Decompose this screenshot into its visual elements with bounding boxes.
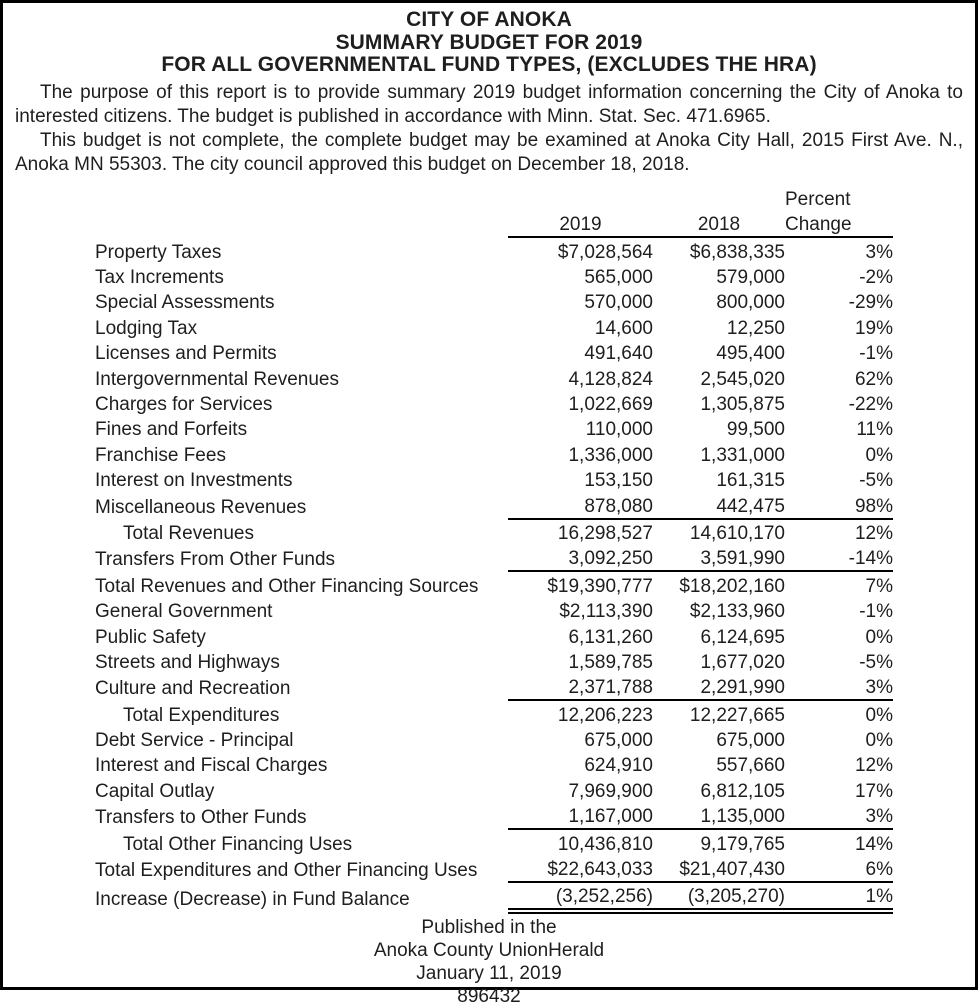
row-label: Lodging Tax xyxy=(95,317,198,339)
value-2019: 624,910 xyxy=(584,755,653,777)
value-percent-change: 6% xyxy=(785,856,893,882)
row-label: Transfers From Other Funds xyxy=(95,549,336,571)
budget-table-header xyxy=(95,186,893,238)
value-2019: 4,128,824 xyxy=(568,368,653,390)
table-row xyxy=(95,752,893,777)
row-label: Interest and Fiscal Charges xyxy=(95,755,328,777)
page-title xyxy=(15,9,963,77)
table-row xyxy=(95,237,893,263)
footer-line-notice-number: 896432 xyxy=(457,986,521,1008)
value-2019: 10,436,810 xyxy=(557,833,653,855)
value-2019: 1,022,669 xyxy=(568,394,653,416)
value-percent-change: 98% xyxy=(785,492,893,518)
row-label: Miscellaneous Revenues xyxy=(95,496,307,518)
row-label: Total Revenues and Other Financing Sources xyxy=(95,575,479,597)
value-percent-change: 1% xyxy=(785,882,893,911)
value-2018: 9,179,765 xyxy=(700,833,785,855)
value-percent-change: 0% xyxy=(865,730,893,752)
table-row xyxy=(95,441,893,466)
publication-footer xyxy=(15,916,963,1008)
value-percent-change: 17% xyxy=(854,780,893,802)
value-percent-change: 62% xyxy=(854,368,893,390)
row-label: Streets and Highways xyxy=(95,651,280,673)
table-row xyxy=(95,777,893,802)
value-2018: 14,610,170 xyxy=(689,522,785,544)
value-2019: $7,028,564 xyxy=(557,241,653,263)
table-row xyxy=(95,649,893,674)
value-2018: 12,227,665 xyxy=(689,704,785,726)
table-row xyxy=(95,264,893,289)
table-row xyxy=(95,700,893,726)
value-percent-change: -29% xyxy=(848,292,893,314)
value-2018: 3,591,990 xyxy=(653,545,785,571)
value-2019: 565,000 xyxy=(584,267,653,289)
value-2019: 675,000 xyxy=(584,730,653,752)
row-label: Public Safety xyxy=(95,626,206,648)
title-line-summary: SUMMARY BUDGET FOR 2019 xyxy=(335,30,643,54)
row-label: Increase (Decrease) in Fund Balance xyxy=(95,889,410,911)
value-2019: 1,336,000 xyxy=(568,444,653,466)
row-label: Special Assessments xyxy=(95,292,275,314)
value-2019: 6,131,260 xyxy=(568,626,653,648)
value-2018: $2,133,960 xyxy=(689,601,785,623)
value-2018: $18,202,160 xyxy=(679,575,785,597)
table-row xyxy=(95,882,893,911)
table-row xyxy=(95,829,893,855)
row-label: General Government xyxy=(95,601,273,623)
table-row xyxy=(95,571,893,597)
value-2018: 2,291,990 xyxy=(653,674,785,700)
table-row xyxy=(95,545,893,571)
table-row xyxy=(95,391,893,416)
value-2019: (3,252,256) xyxy=(508,882,653,911)
row-label: Debt Service - Principal xyxy=(95,730,294,752)
value-percent-change: -5% xyxy=(859,470,893,492)
intro-text xyxy=(15,81,963,177)
value-percent-change: 19% xyxy=(854,317,893,339)
value-2018: $21,407,430 xyxy=(653,856,785,882)
value-2018: 1,135,000 xyxy=(653,803,785,829)
row-label: Transfers to Other Funds xyxy=(95,807,307,829)
value-percent-change: 12% xyxy=(854,755,893,777)
value-2018: 442,475 xyxy=(653,492,785,518)
value-percent-change: 3% xyxy=(785,674,893,700)
table-row xyxy=(95,856,893,882)
value-2018: 161,315 xyxy=(716,470,785,492)
column-header-2019: 2019 xyxy=(508,211,653,237)
table-row xyxy=(95,623,893,648)
table-row xyxy=(95,416,893,441)
value-2019: $2,113,390 xyxy=(559,601,653,623)
budget-table-body xyxy=(95,237,893,911)
value-2019: 12,206,223 xyxy=(557,704,653,726)
footer-line-date: January 11, 2019 xyxy=(416,963,562,985)
table-row xyxy=(95,314,893,339)
value-percent-change: 0% xyxy=(865,444,893,466)
value-2019: 2,371,788 xyxy=(508,674,653,700)
value-2019: 110,000 xyxy=(585,419,653,441)
value-percent-change: 14% xyxy=(854,833,893,855)
value-2018: 579,000 xyxy=(716,267,785,289)
row-label: Culture and Recreation xyxy=(95,678,291,700)
row-label: Licenses and Permits xyxy=(95,343,277,365)
value-2019: 14,600 xyxy=(594,317,653,339)
title-line-city: CITY OF ANOKA xyxy=(406,8,572,31)
percent-header-line1: Percent xyxy=(785,188,851,210)
table-header-row-percent xyxy=(95,186,893,211)
value-2019: 1,589,785 xyxy=(568,651,653,673)
row-label: Interest on Investments xyxy=(95,470,293,492)
value-2018: $6,838,335 xyxy=(689,241,785,263)
value-2019: $19,390,777 xyxy=(547,575,653,597)
table-row xyxy=(95,727,893,752)
table-row xyxy=(95,674,893,700)
value-2018: 2,545,020 xyxy=(700,368,785,390)
table-header-row-years xyxy=(95,211,893,237)
value-2018: 12,250 xyxy=(726,317,785,339)
value-2018: 557,660 xyxy=(716,755,785,777)
row-label: Fines and Forfeits xyxy=(95,419,248,441)
percent-header-line2: Change xyxy=(785,211,893,237)
intro-paragraph-availability: This budget is not complete, the complete budget may be examined at Anoka City Hall, 2015 First Ave. N., Anoka MN 55303. The city council approved this budget on December 18, 2018. xyxy=(15,129,963,175)
value-percent-change: 3% xyxy=(785,803,893,829)
value-2019: 1,167,000 xyxy=(508,803,653,829)
value-percent-change: 3% xyxy=(865,241,893,263)
value-2018: 6,812,105 xyxy=(700,780,785,802)
value-percent-change: -22% xyxy=(848,394,893,416)
value-2019: 153,150 xyxy=(584,470,653,492)
value-2019: 3,092,250 xyxy=(508,545,653,571)
row-label: Franchise Fees xyxy=(95,444,226,466)
value-2019: 491,640 xyxy=(584,343,653,365)
value-2019: 7,969,900 xyxy=(568,780,653,802)
row-label: Total Other Financing Uses xyxy=(123,833,353,855)
value-2019: $22,643,033 xyxy=(508,856,653,882)
value-2019: 878,080 xyxy=(508,492,653,518)
value-2018: 495,400 xyxy=(716,343,785,365)
table-row xyxy=(95,803,893,829)
value-2018: 6,124,695 xyxy=(700,626,785,648)
row-label: Total Revenues xyxy=(123,522,254,544)
row-label: Total Expenditures and Other Financing Uses xyxy=(95,860,478,882)
column-header-2018: 2018 xyxy=(653,211,785,237)
value-2019: 570,000 xyxy=(584,292,653,314)
value-2018: 1,305,875 xyxy=(700,394,785,416)
budget-table xyxy=(95,186,893,915)
value-percent-change: 0% xyxy=(865,704,893,726)
row-label: Charges for Services xyxy=(95,394,273,416)
table-row xyxy=(95,519,893,545)
table-row xyxy=(95,289,893,314)
intro-paragraph-purpose: The purpose of this report is to provide summary 2019 budget information concerning the City of Anoka to interested citizens. The budget is published in accordance with Minn. Stat. Sec. 471.6965. xyxy=(15,81,963,127)
value-percent-change: 11% xyxy=(856,419,893,441)
value-percent-change: 7% xyxy=(865,575,893,597)
value-percent-change: -1% xyxy=(859,343,893,365)
row-label: Total Expenditures xyxy=(123,704,280,726)
title-line-fund-types: FOR ALL GOVERNMENTAL FUND TYPES, (EXCLUDES THE HRA) xyxy=(161,53,817,76)
value-percent-change: -1% xyxy=(859,601,893,623)
value-percent-change: -14% xyxy=(785,545,893,571)
value-2018: (3,205,270) xyxy=(653,882,785,911)
value-2018: 1,331,000 xyxy=(700,444,785,466)
table-row xyxy=(95,492,893,518)
row-label: Capital Outlay xyxy=(95,780,215,802)
table-row xyxy=(95,467,893,492)
value-percent-change: -5% xyxy=(859,651,893,673)
value-2018: 800,000 xyxy=(716,292,785,314)
value-2018: 99,500 xyxy=(726,419,785,441)
row-label: Tax Increments xyxy=(95,267,224,289)
value-2018: 675,000 xyxy=(716,730,785,752)
value-percent-change: -2% xyxy=(859,267,893,289)
value-2018: 1,677,020 xyxy=(700,651,785,673)
row-label: Property Taxes xyxy=(95,241,222,263)
row-label: Intergovernmental Revenues xyxy=(95,368,339,390)
value-2019: 16,298,527 xyxy=(557,522,653,544)
value-percent-change: 0% xyxy=(865,626,893,648)
footer-line-published: Published in the xyxy=(421,917,557,939)
table-row xyxy=(95,340,893,365)
table-row xyxy=(95,598,893,623)
footer-line-newspaper: Anoka County UnionHerald xyxy=(373,940,605,962)
value-percent-change: 12% xyxy=(854,522,893,544)
table-row xyxy=(95,365,893,390)
